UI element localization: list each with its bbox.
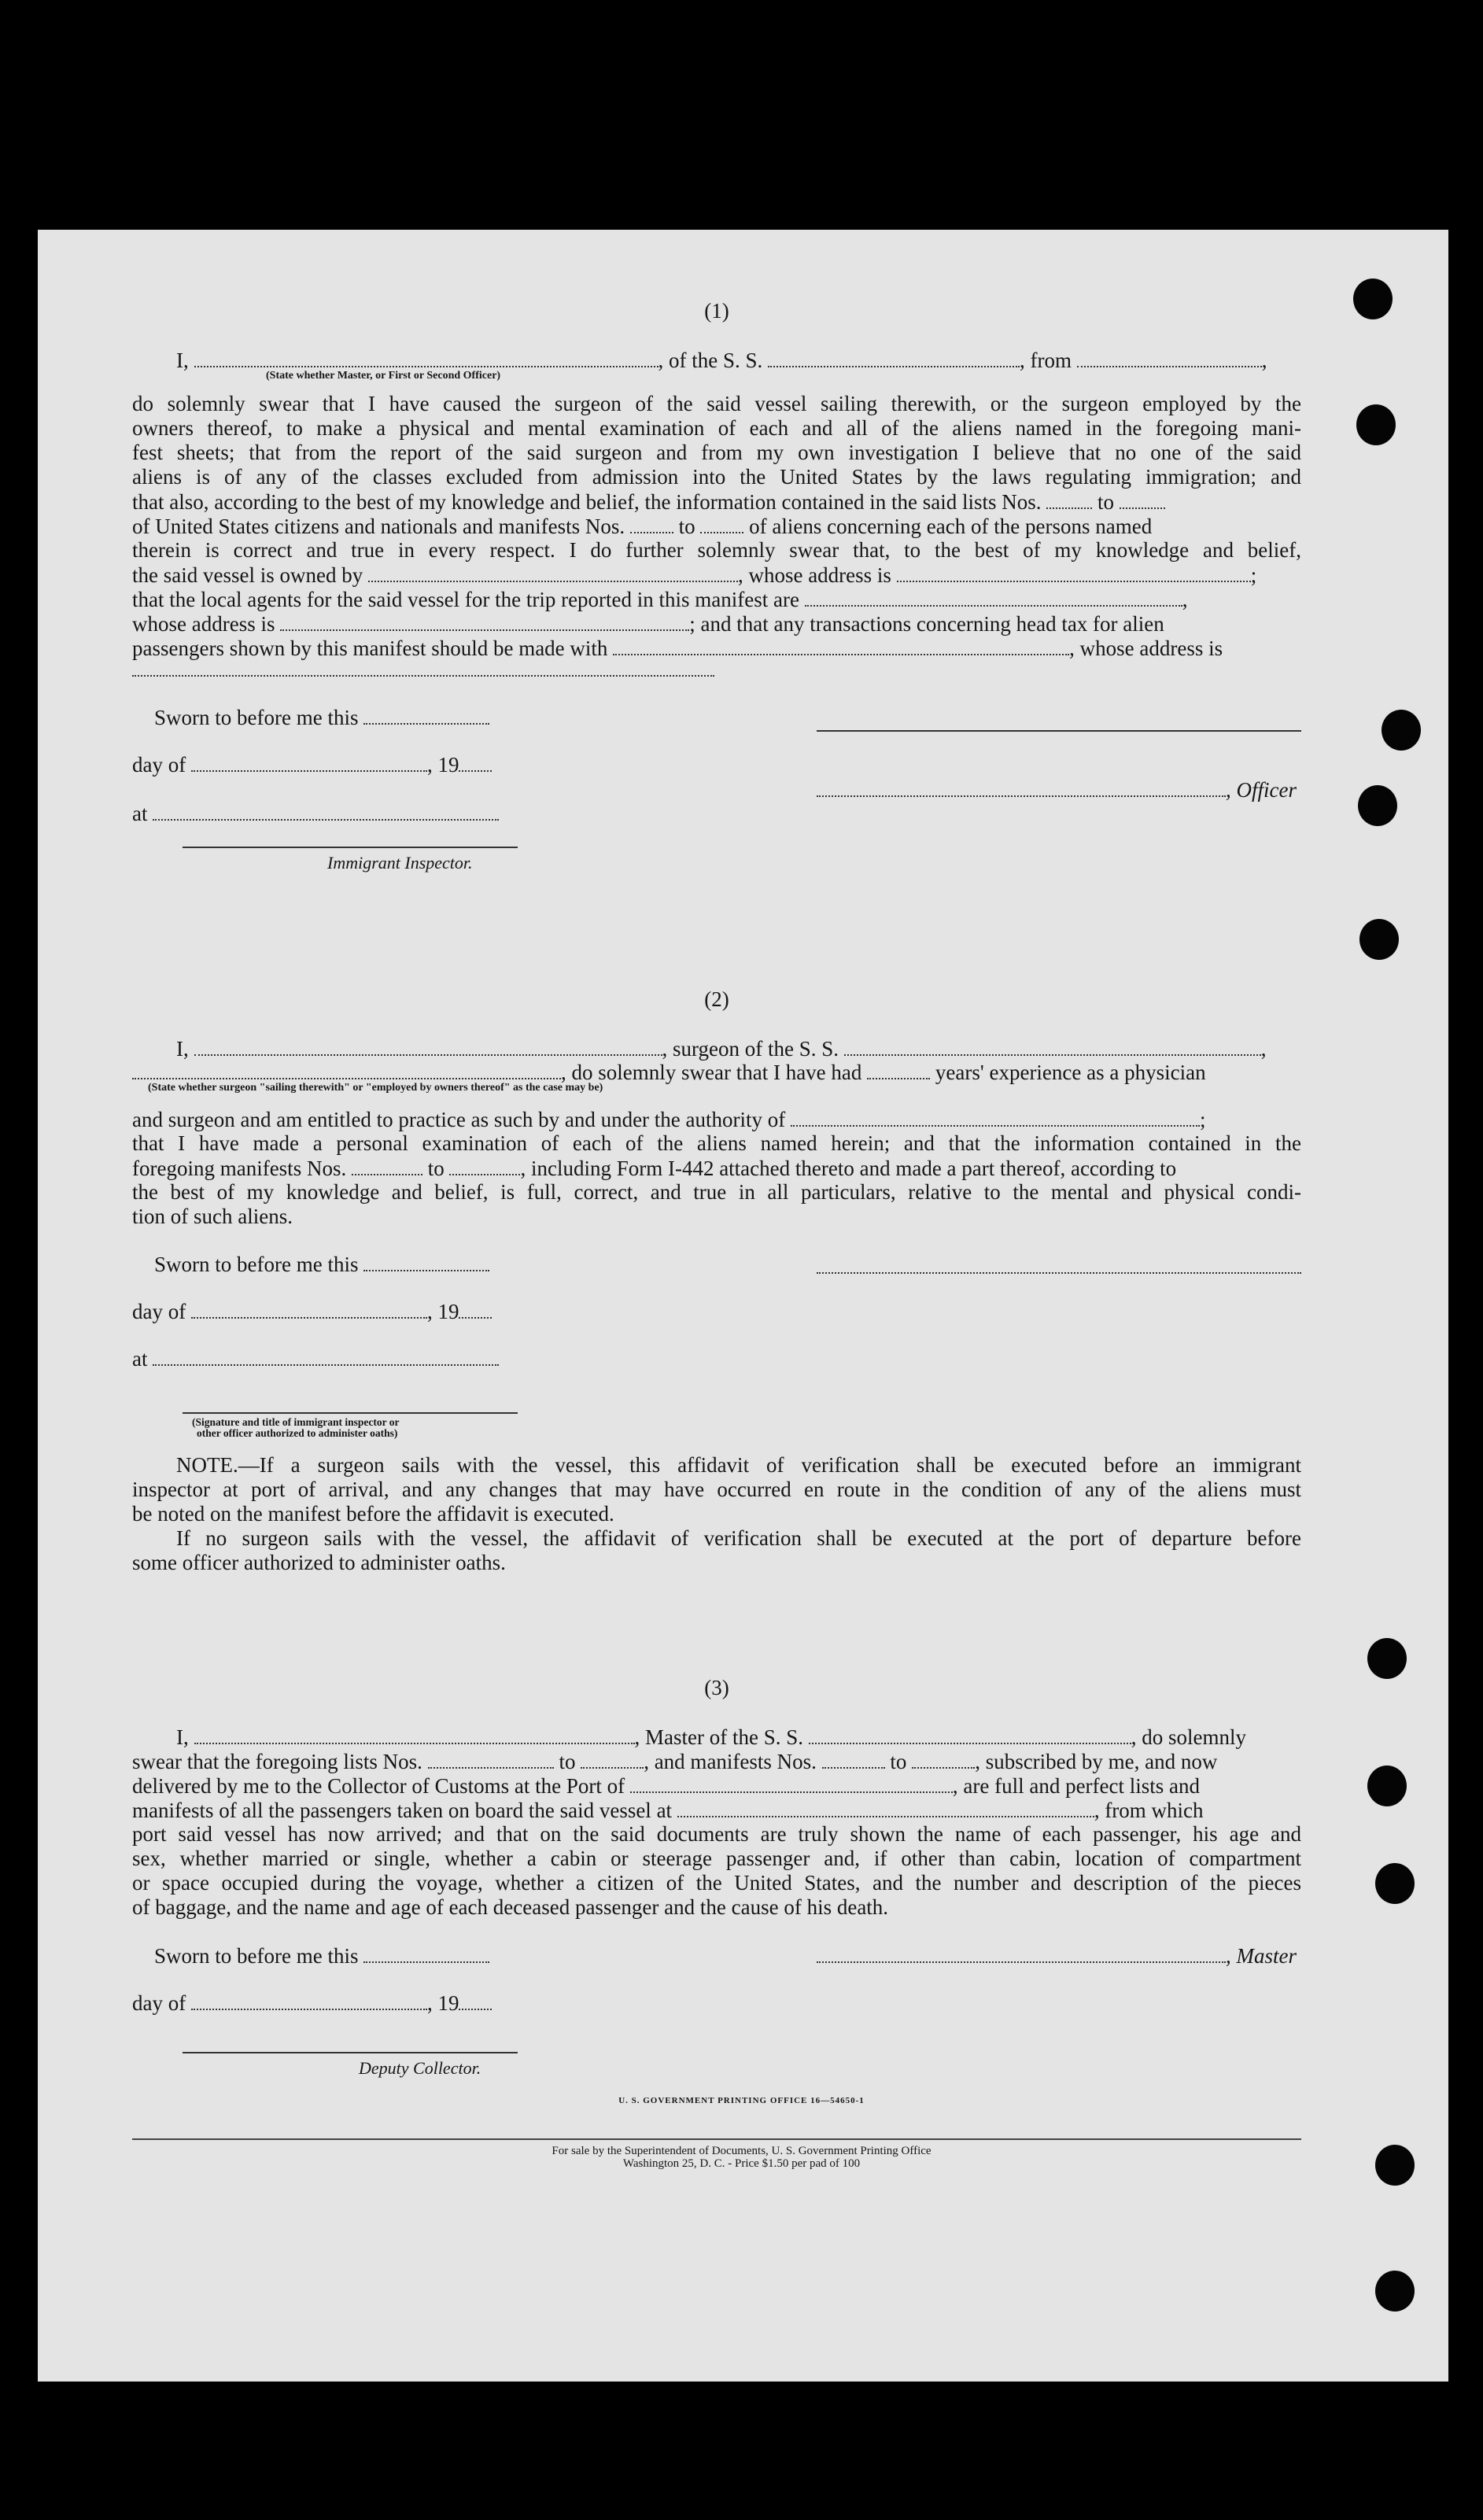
punch-hole <box>1356 404 1396 445</box>
sworn-line: Sworn to before me this <box>132 1252 1301 1276</box>
paragraph-line: of baggage, and the name and age of each deceased passenger and the cause of his death. <box>132 1895 889 1919</box>
year-field[interactable] <box>459 752 492 772</box>
punch-hole <box>1375 2271 1415 2312</box>
paragraph-line: passengers shown by this manifest should be made with , whose address is <box>132 636 1223 660</box>
inspector-signature-line[interactable] <box>183 847 518 848</box>
paragraph-line: owners thereof, to make a physical and mental examination of each and all of the aliens named in the foregoing mani- <box>132 416 1301 440</box>
signature-caption: other officer authorized to administer oaths) <box>197 1427 398 1439</box>
sale-notice: For sale by the Superintendent of Documents, U. S. Government Printing Office <box>552 2145 931 2157</box>
punch-hole <box>1367 1638 1407 1679</box>
surgeon-name-field[interactable] <box>194 1036 662 1056</box>
manifests-from-field[interactable] <box>822 1749 885 1769</box>
section-number: (2) <box>704 987 729 1011</box>
surgeon-manifest-from-field[interactable] <box>352 1156 422 1175</box>
owner-address-field[interactable] <box>897 563 1251 582</box>
officer-signature-field[interactable] <box>817 777 1226 797</box>
punch-hole <box>1367 1765 1407 1806</box>
day-of-line: day of , 19 <box>132 1991 1301 2015</box>
officer-caption: (State whether Master, or First or Second Officer) <box>266 370 501 382</box>
surgeon-manifest-to-field[interactable] <box>449 1156 520 1175</box>
paragraph-line: fest sheets; that from the report of the said surgeon and from my own investigation I believe that no one of the said <box>132 441 1301 464</box>
sworn-day-field[interactable] <box>363 705 489 725</box>
paragraph-line: foregoing manifests Nos. to , including Form I-442 attached thereto and made a part thereof, according to <box>132 1156 1177 1180</box>
sale-notice: Washington 25, D. C. - Price $1.50 per pad of 100 <box>622 2157 861 2170</box>
manifests-to-field[interactable] <box>912 1749 975 1769</box>
note-line: If no surgeon sails with the vessel, the affidavit of verification shall be executed at the port of departure before <box>176 1526 1301 1550</box>
years-experience-field[interactable] <box>867 1060 930 1079</box>
authority-field[interactable] <box>791 1107 1200 1127</box>
sworn-day-field[interactable] <box>363 1252 489 1271</box>
head-tax-field[interactable] <box>613 636 1069 655</box>
officer-name-field[interactable] <box>194 348 658 367</box>
gpo-imprint: U. S. GOVERNMENT PRINTING OFFICE 16—54650-1 <box>618 2096 865 2105</box>
port-field[interactable] <box>630 1773 953 1793</box>
paragraph-line: or space occupied during the voyage, whether a citizen of the United States, and the number and description of the pieces <box>132 1871 1301 1895</box>
punch-hole <box>1358 785 1397 826</box>
sworn-line: Sworn to before me this <box>132 1943 1301 1968</box>
agents-address-field[interactable] <box>280 611 689 631</box>
day-of-line: day of , 19 <box>132 752 1301 777</box>
punch-hole <box>1353 279 1393 319</box>
lists-to-field[interactable] <box>581 1749 644 1769</box>
surgeon-status-field[interactable] <box>132 1060 561 1079</box>
paragraph-line: delivered by me to the Collector of Customs at the Port of , are full and perfect lists and <box>132 1773 1201 1798</box>
month-field[interactable] <box>191 1991 427 2010</box>
note-line: NOTE.—If a surgeon sails with the vessel, this affidavit of verification shall be executed before an immigrant <box>176 1453 1301 1477</box>
punch-hole <box>1375 1863 1415 1904</box>
punch-hole <box>1382 710 1421 751</box>
master-signature-line: , Master <box>817 1943 1301 1968</box>
address-continuation-line[interactable] <box>132 675 714 677</box>
signature-caption: (Signature and title of immigrant inspector or <box>192 1416 400 1428</box>
surgeon-ship-field[interactable] <box>844 1036 1261 1056</box>
line-officer: I, , of the S. S. , from , <box>176 348 1267 372</box>
paragraph-line: that also, according to the best of my knowledge and belief, the information contained in the said lists Nos. to <box>132 489 1301 514</box>
officer-line: , Officer <box>817 777 1301 802</box>
collector-label: Deputy Collector. <box>359 2058 481 2078</box>
embark-port-field[interactable] <box>677 1798 1094 1817</box>
sworn-line: Sworn to before me this <box>132 705 1301 729</box>
surgeon-caption: (State whether surgeon "sailing therewith" or "employed by owners thereof" as the case may be) <box>148 1082 603 1094</box>
note-line: inspector at port of arrival, and any changes that may have occurred en route in the condition of any of the aliens must <box>132 1478 1301 1501</box>
officer-signature-line[interactable] <box>817 730 1301 732</box>
section-3 <box>132 1676 1301 2093</box>
paragraph-line: port said vessel has now arrived; and that on the said documents are truly shown the name of each passenger, his age and <box>132 1822 1301 1846</box>
list-to-field[interactable] <box>1120 489 1165 509</box>
inspector-signature-line[interactable] <box>183 1412 518 1414</box>
paragraph-line: sex, whether married or single, whether a cabin or steerage passenger and, if other than cabin, location of compartment <box>132 1847 1301 1870</box>
punch-hole <box>1359 919 1399 960</box>
manifest-to-field[interactable] <box>700 514 743 533</box>
footer-rule <box>132 2138 1301 2140</box>
surgeon-signature-line[interactable] <box>817 1272 1301 1274</box>
paragraph-line: therein is correct and true in every respect. I do further solemnly swear that, to the best of my knowledge and belief, <box>132 538 1301 562</box>
list-from-field[interactable] <box>1046 489 1092 509</box>
sworn-day-field[interactable] <box>363 1943 489 1963</box>
note-line: be noted on the manifest before the affidavit is executed. <box>132 1502 614 1526</box>
paragraph-line: and surgeon and am entitled to practice as such by and under the authority of ; <box>132 1107 1206 1131</box>
paragraph-line: tion of such aliens. <box>132 1205 293 1228</box>
paragraph-line: that I have made a personal examination of each of the aliens named herein; and that the information contained in the <box>132 1131 1301 1155</box>
paragraph-line: the said vessel is owned by , whose address is ; <box>132 563 1257 587</box>
collector-signature-line[interactable] <box>183 2052 518 2053</box>
at-place-field[interactable] <box>153 1346 499 1366</box>
line-surgeon: I, , surgeon of the S. S. , <box>176 1036 1267 1061</box>
paragraph-line: swear that the foregoing lists Nos. to , and manifests Nos. to , subscribed by me, and now <box>132 1749 1218 1773</box>
manifest-from-field[interactable] <box>630 514 673 533</box>
at-line: at <box>132 801 1301 825</box>
owner-field[interactable] <box>368 563 738 582</box>
paragraph-line: manifests of all the passengers taken on board the said vessel at , from which <box>132 1798 1204 1822</box>
master-name-field[interactable] <box>194 1725 635 1744</box>
note-line: some officer authorized to administer oaths. <box>132 1551 506 1574</box>
at-line: at <box>132 1346 1301 1371</box>
year-field[interactable] <box>459 1299 492 1319</box>
line-master: I, , Master of the S. S. , do solemnly <box>176 1725 1246 1749</box>
paragraph-line: that the local agents for the said vessel for the trip reported in this manifest are , <box>132 587 1188 611</box>
section-2 <box>132 987 1301 1585</box>
paragraph-line: aliens is of any of the classes excluded from admission into the United States by the laws regulating immigration; and <box>132 465 1301 489</box>
master-signature-field[interactable] <box>817 1943 1226 1963</box>
month-field[interactable] <box>191 1299 427 1319</box>
ship-name-field[interactable] <box>768 348 1020 367</box>
year-field[interactable] <box>459 1991 492 2010</box>
section-number: (1) <box>704 299 729 323</box>
paragraph-line: of United States citizens and nationals and manifests Nos. to of aliens concerning each of the persons named <box>132 514 1153 538</box>
agents-field[interactable] <box>805 587 1182 607</box>
paragraph-line: do solemnly swear that I have caused the surgeon of the said vessel sailing therewith, or the surgeon employed by the <box>132 392 1301 415</box>
inspector-label: Immigrant Inspector. <box>327 853 473 873</box>
section-1 <box>132 299 1301 897</box>
paragraph-line: the best of my knowledge and belief, is full, correct, and true in all particulars, relative to the mental and physical condi- <box>132 1180 1301 1204</box>
month-field[interactable] <box>191 752 427 772</box>
day-of-line: day of , 19 <box>132 1299 1301 1323</box>
lists-from-field[interactable] <box>428 1749 554 1769</box>
section-number: (3) <box>704 1676 729 1699</box>
line-experience: , do solemnly swear that I have had years' experience as a physician <box>132 1060 1301 1084</box>
at-place-field[interactable] <box>153 801 499 821</box>
paragraph-line: whose address is ; and that any transactions concerning head tax for alien <box>132 611 1164 636</box>
from-port-field[interactable] <box>1077 348 1262 367</box>
master-ship-field[interactable] <box>809 1725 1131 1744</box>
